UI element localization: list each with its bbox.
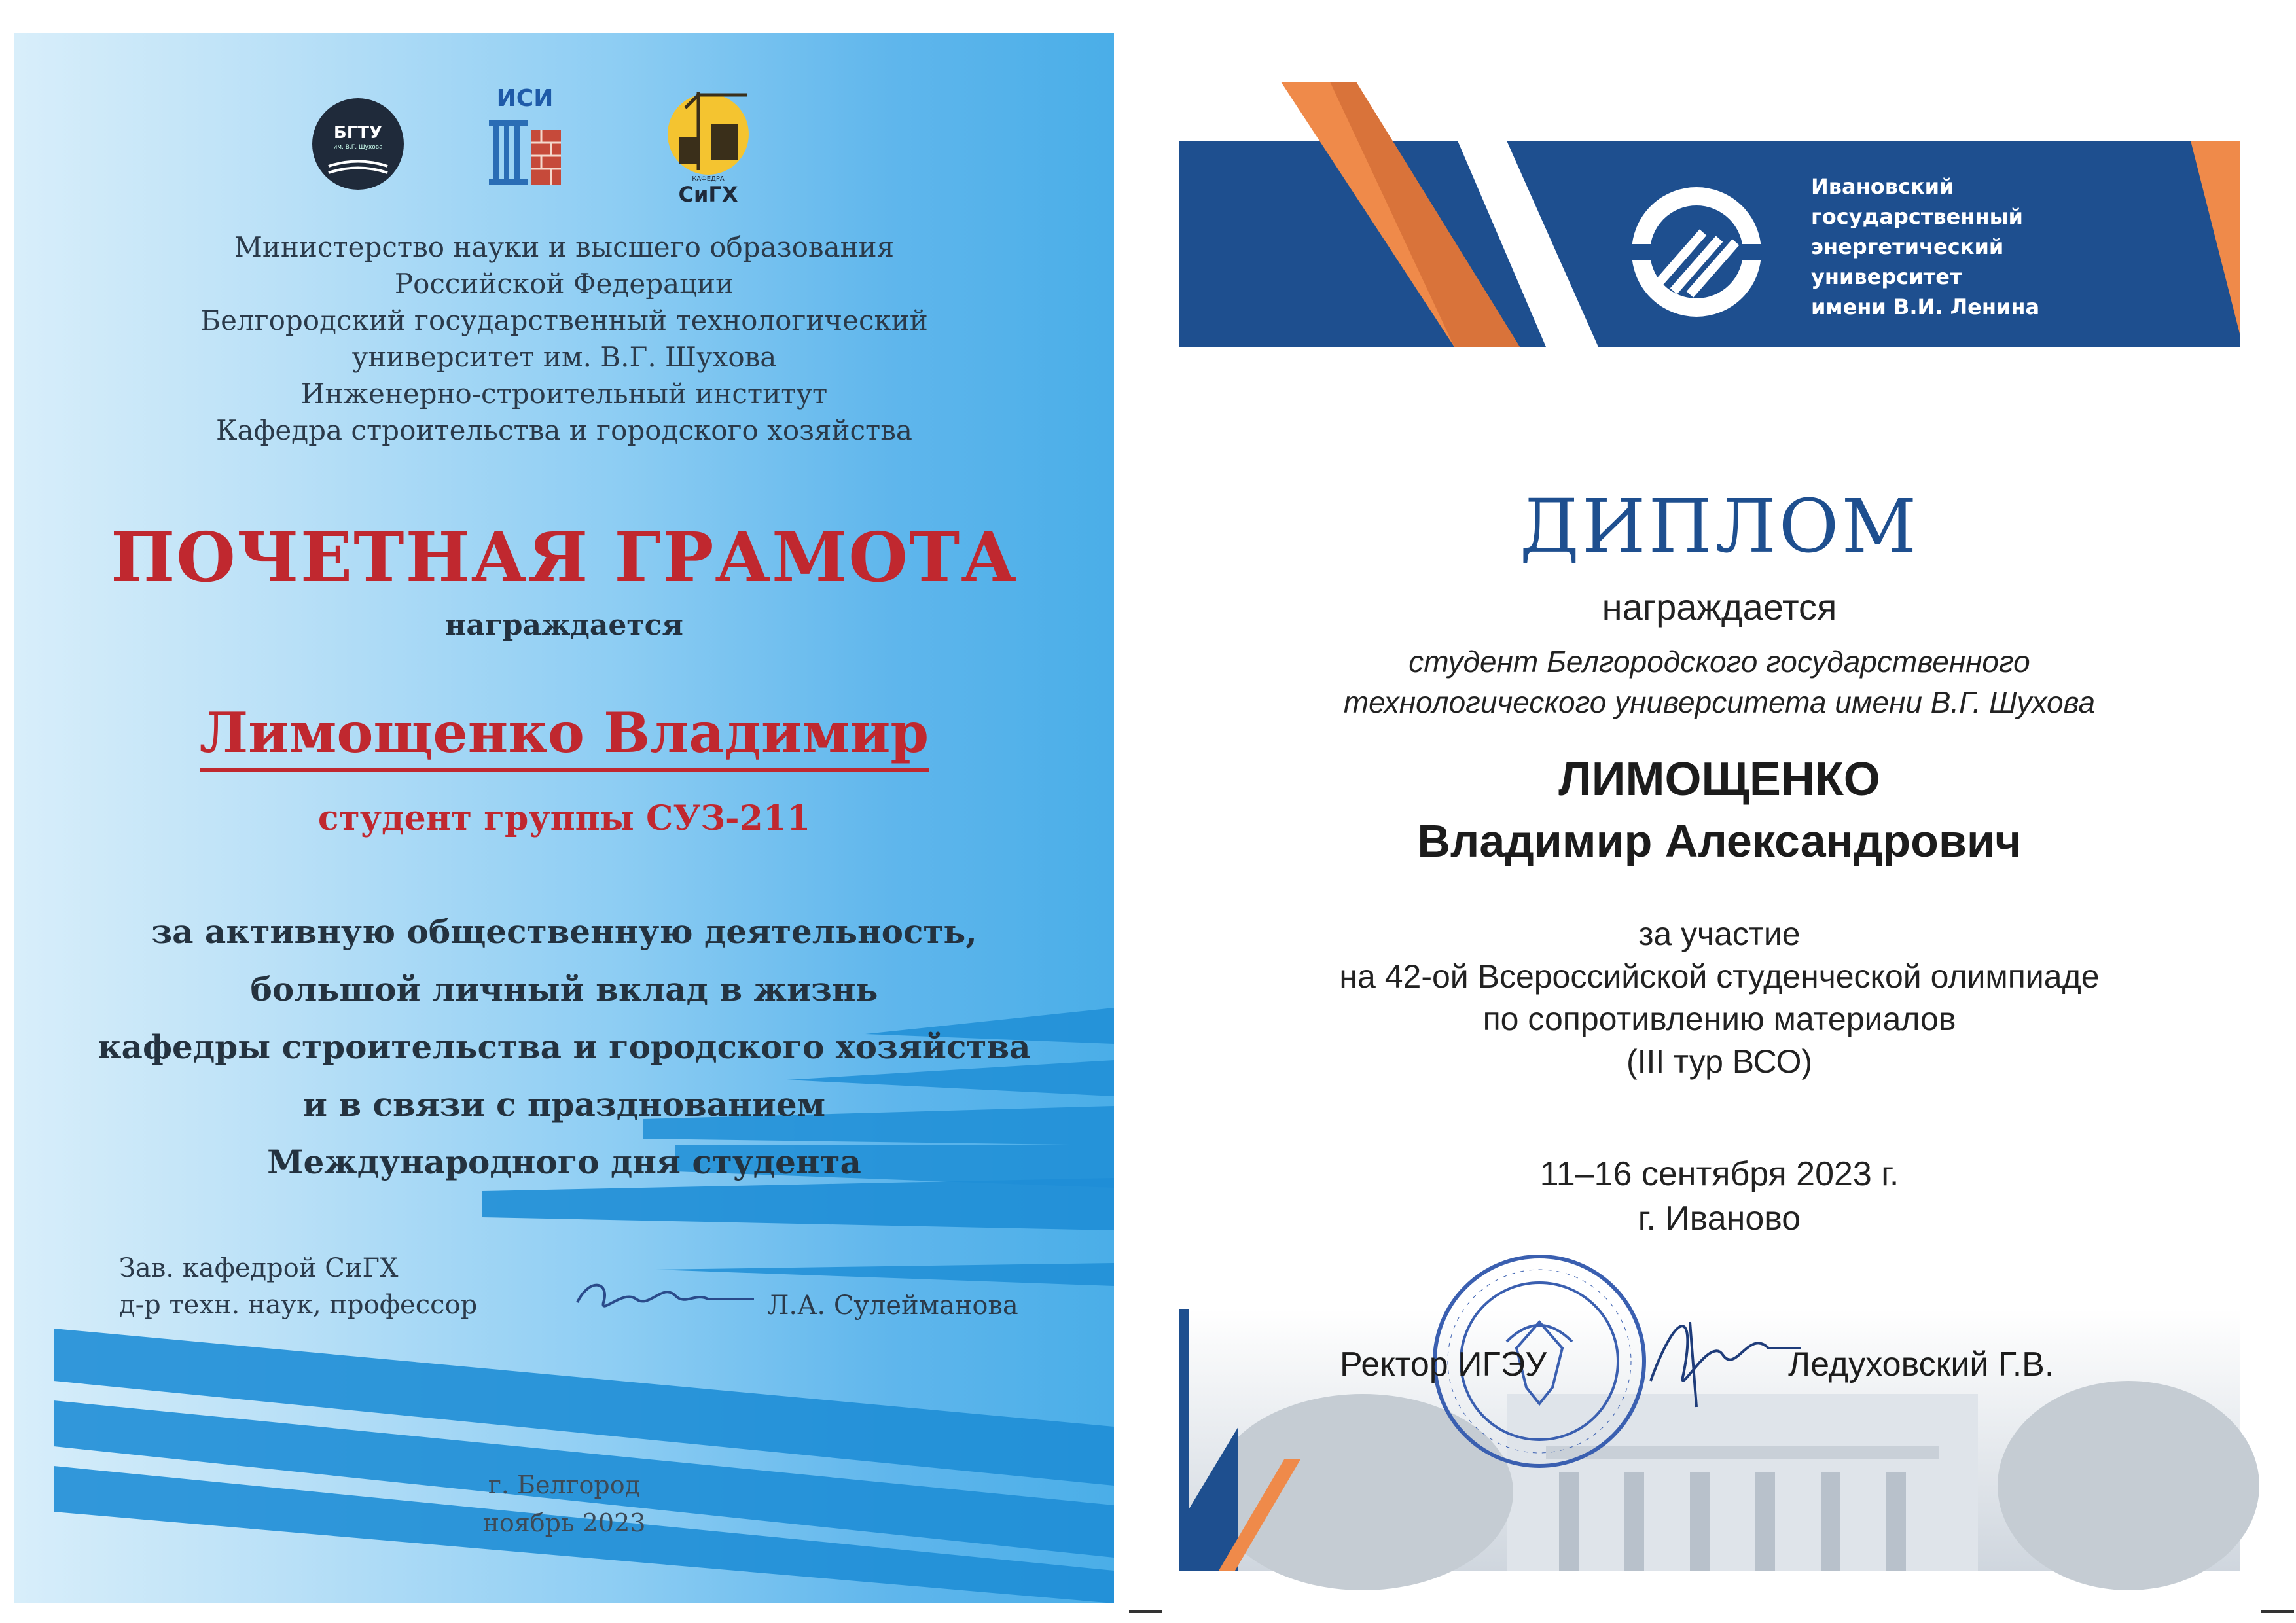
recipient-surname: ЛИМОЩЕНКО (1558, 753, 1880, 806)
reason-line: кафедры строительства и городского хозяйства (98, 1027, 1031, 1066)
reason-line: и в связи с празднованием (302, 1085, 826, 1124)
igeu-emblem (1631, 187, 1762, 317)
bgtu-logo-text: БГТУ (333, 123, 383, 143)
award-reason (1179, 913, 2259, 1083)
reason-line: за участие (1638, 916, 1801, 952)
signer-name: Ледуховский Г.В. (1788, 1346, 2054, 1383)
recipient-group: студент группы СУЗ-211 (317, 798, 811, 838)
university-name (1811, 171, 2039, 322)
org-line: Российской Федерации (394, 268, 734, 300)
place-and-date (14, 1466, 1114, 1542)
signer-title-1: Зав. кафедрой СиГХ (119, 1253, 399, 1283)
university-line: энергетический (1811, 234, 2004, 259)
event-date-place (1179, 1152, 2259, 1241)
bgtu-logo-subtext: им. В.Г. Шухова (333, 144, 383, 151)
recipient-name (14, 700, 1114, 765)
university-line: имени В.И. Ленина (1811, 294, 2040, 319)
org-line: университет им. В.Г. Шухова (351, 341, 777, 373)
org-line: Министерство науки и высшего образования (234, 231, 895, 263)
sigh-logo-subtext: КАФЕДРА (692, 175, 725, 183)
diploma-title: ДИПЛОМ (1519, 484, 1920, 569)
org-line: Белгородский государственный технологический (200, 304, 928, 336)
diploma-certificate (1179, 26, 2259, 1597)
isi-logo-text: ИСИ (496, 85, 554, 112)
bgtu-logo (312, 98, 404, 190)
handwritten-signature (564, 1270, 761, 1329)
handwritten-signature (1638, 1296, 1808, 1420)
recipient-name-text: Лимощенко Владимир (200, 700, 929, 772)
recipient-given-names: Владимир Александрович (1417, 815, 2022, 866)
university-line: Ивановский (1811, 174, 1954, 199)
recipient-affiliation (1179, 641, 2259, 722)
org-line: Инженерно-строительный институт (300, 378, 828, 410)
signer-title: Ректор ИГЭУ (1340, 1346, 1547, 1383)
place: г. Белгород (488, 1471, 640, 1499)
reason-line: за активную общественную деятельность, (151, 912, 977, 951)
event-dates: 11–16 сентября 2023 г. (1539, 1155, 1899, 1193)
org-line: Кафедра строительства и городского хозяйства (216, 414, 912, 446)
awarded-label: награждается (1602, 586, 1837, 628)
honor-certificate (14, 33, 1114, 1603)
reason-line: (III тур ВСО) (1626, 1043, 1813, 1080)
reason-line: на 42-ой Всероссийской студенческой олимпиаде (1339, 958, 2100, 995)
certificate-title: ПОЧЕТНАЯ ГРАМОТА (111, 517, 1018, 597)
organization-block (14, 229, 1114, 449)
date: ноябрь 2023 (482, 1508, 646, 1537)
scan-mark (1129, 1610, 1162, 1613)
sigh-logo (659, 79, 757, 207)
affiliation-line: студент Белгородского государственного (1408, 645, 2030, 679)
sigh-logo-text: СиГХ (678, 182, 738, 207)
signer-name: Л.А. Сулейманова (767, 1291, 1018, 1321)
reason-line: по сопротивлению материалов (1482, 1001, 1956, 1037)
award-reason (14, 903, 1114, 1191)
university-line: государственный (1811, 204, 2023, 229)
awarded-label: награждается (445, 609, 683, 642)
affiliation-line: технологического университета имени В.Г. Шухова (1343, 685, 2096, 719)
isi-logo (479, 85, 571, 190)
scan-mark (2261, 1610, 2294, 1613)
reason-line: Международного дня студента (267, 1143, 861, 1181)
reason-line: большой личный вклад в жизнь (250, 970, 878, 1008)
signer-title-2: д-р техн. наук, профессор (119, 1290, 478, 1320)
signer-titles (119, 1250, 477, 1323)
event-city: г. Иваново (1638, 1200, 1801, 1238)
university-line: университет (1811, 264, 1962, 289)
